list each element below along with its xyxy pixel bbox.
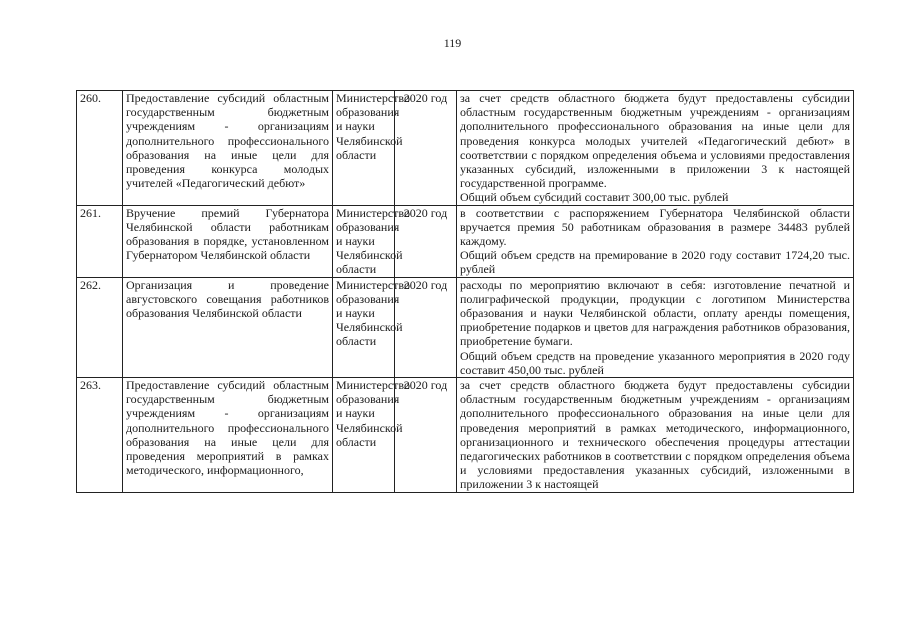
- responsible-executor: Министерство образования и науки Челябинской области: [333, 91, 395, 206]
- measure-details: [457, 205, 854, 277]
- details-total: Общий объем средств на проведение указанного мероприятия в 2020 году составит 450,00 тыс. рублей: [460, 348, 850, 377]
- table-row: [77, 91, 854, 206]
- measures-table: [76, 90, 854, 493]
- implementation-year: 2020 год: [395, 205, 457, 277]
- implementation-year: 2020 год: [395, 277, 457, 377]
- responsible-executor: Министерство образования и науки Челябинской области: [333, 277, 395, 377]
- measure-details: [457, 91, 854, 206]
- details-paragraph: расходы по мероприятию включают в себя: изготовление печатной и полиграфической продукции, продукции с логотипом Министерства образования и науки Челябинской области, оплату аренды помещения, приобретение подарков и цветов для награждения работников образования, приобретение бумаги.: [460, 277, 850, 349]
- measure-details: [457, 378, 854, 493]
- measure-description: Вручение премий Губернатора Челябинской области работникам образования в порядке, установленном Губернатором Челябинской области: [123, 205, 333, 277]
- implementation-year: 2020 год: [395, 378, 457, 493]
- row-number: 262.: [77, 277, 123, 377]
- measure-description: Организация и проведение августовского совещания работников образования Челябинской области: [123, 277, 333, 377]
- details-paragraph: в соответствии с распоряжением Губернатора Челябинской области вручается премия 50 работникам образования в размере 34483 рублей каждому.: [460, 205, 850, 249]
- measure-description: Предоставление субсидий областным государственным бюджетным учреждениям - организациям дополнительного профессионального образования на иные цели для проведения конкурса молодых учителей «Педагогический дебют»: [123, 91, 333, 206]
- details-total: Общий объем средств на премирование в 2020 году составит 1724,20 тыс. рублей: [460, 248, 850, 277]
- responsible-executor: Министерство образования и науки Челябинской области: [333, 205, 395, 277]
- measure-details: [457, 277, 854, 377]
- measure-description: Предоставление субсидий областным государственным бюджетным учреждениям - организациям дополнительного профессионального образования на иные цели для проведения мероприятий в рамках методического, информационного,: [123, 378, 333, 493]
- details-paragraph: за счет средств областного бюджета будут предоставлены субсидии областным государственным бюджетным учреждениям - организациям дополнительного профессионального образования на иные цели для проведения конкурса молодых учителей «Педагогический дебют» в соответствии с порядком определения объема и условиями предоставления указанных субсидий, изложенными в приложении 3 к настоящей государственной программе.: [460, 91, 850, 191]
- row-number: 261.: [77, 205, 123, 277]
- page-number: 119: [443, 36, 462, 50]
- row-number: 263.: [77, 378, 123, 493]
- table-row: [77, 378, 854, 493]
- table-row: [77, 277, 854, 377]
- row-number: 260.: [77, 91, 123, 206]
- details-paragraph: за счет средств областного бюджета будут предоставлены субсидии областным государственным бюджетным учреждениям - организациям дополнительного профессионального образования на иные цели для проведения мероприятий в рамках методического, информационного, организационного и технического обеспечения процедуры аттестации педагогических работников в соответствии с порядком определения объема и условиями предоставления указанных субсидий, изложенными в приложении 3 к настоящей: [460, 378, 850, 492]
- details-total: Общий объем субсидий составит 300,00 тыс. рублей: [460, 190, 729, 205]
- table-row: [77, 205, 854, 277]
- implementation-year: 2020 год: [395, 91, 457, 206]
- responsible-executor: Министерство образования и науки Челябинской области: [333, 378, 395, 493]
